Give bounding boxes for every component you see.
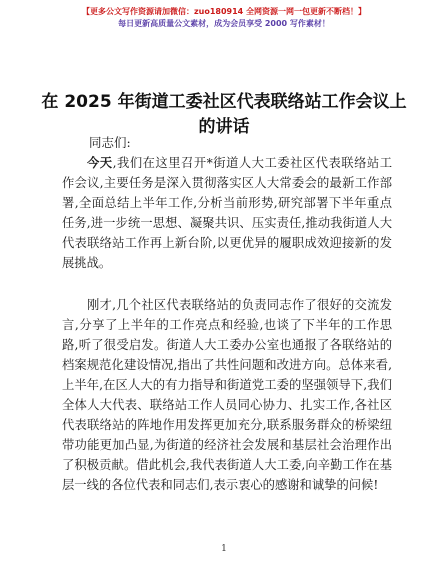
promo-line-wechat: 【更多公文写作资源请加微信：zuo180914 全网资源一网一包更新不断档！】 — [81, 7, 367, 16]
document-title: 在 2025 年街道工委社区代表联络站工作会议上的讲话 — [41, 92, 407, 137]
paragraph-review — [62, 295, 392, 495]
page-number: 1 — [221, 544, 227, 554]
paragraph-text: ,我们在这里召开*街道人大工委社区代表联络站工作会议,主要任务是深入贯彻落实区人大常委会的最新工作部署,全面总结上半年工作,分析当前形势,研究部署下半年重点任务,进一步统一思想、凝聚共识、压实责任,推动我街道人大代表联络站工作再上新台阶,以更优异的履职成效迎接新的发展挑战。 — [62, 156, 392, 270]
paragraph-opening — [62, 153, 392, 273]
paragraph-text: 刚才,几个社区代表联络站的负责同志作了很好的交流发言,分享了上半年的工作亮点和经验,也谈了下半年的工作思路,听了很受启发。街道人大工委办公室也通报了各联络站的档案规范化建设情况,指出了共性问题和改进方向。总体来看,上半年,在区人大的有力指导和街道党工委的坚强领导下,我们全体人大代表、联络站工作人员同心协力、扎实工作,各社区代表联络站的阵地作用发挥更加充分,联系服务群众的桥梁纽带功能更加凸显,为街道的经济社会发展和基层社会治理作出了积极贡献。借此机会,我代表街道人大工委,向辛勤工作在基层一线的各位代表和同志们,表示衷心的感谢和诚挚的问候! — [62, 298, 392, 492]
promo-line-membership: 每日更新高质量公文素材，成为会员享受 2000 写作素材！ — [118, 19, 330, 28]
salutation: 同志们: — [89, 135, 131, 150]
promo-banner — [0, 6, 448, 30]
paragraph-lead: 今天 — [87, 155, 113, 170]
